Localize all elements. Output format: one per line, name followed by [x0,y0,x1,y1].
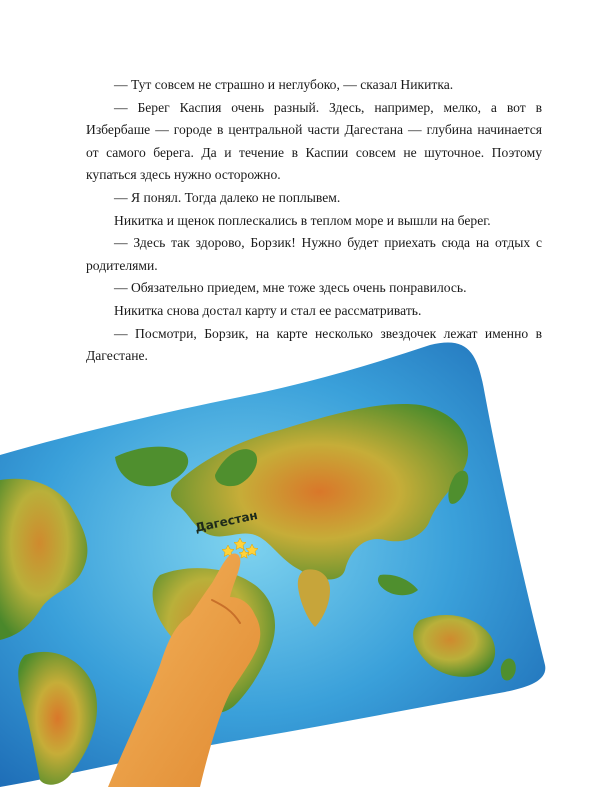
world-map-illustration [0,335,600,787]
paragraph: — Я понял. Тогда далеко не поплывем. [114,189,341,205]
paragraph: — Обязательно приедем, мне тоже здесь очень понравилось. [114,280,467,296]
story-text [86,74,542,368]
map-label-dagestan: Дагестан [193,508,259,535]
paragraph: — Тут совсем не страшно и неглубоко, — сказал Никитка. [114,77,454,92]
paragraph: — Здесь так здорово, Борзик! Нужно будет приехать сюда на отдых с родителями. [86,235,542,273]
paragraph: — Берег Каспия очень разный. Здесь, например, мелко, а вот в Избербаше — городе в центральной части Дагестана — глубина начинается от самого берега. Да и течение в Каспии совсем не шуточное. Поэтому купаться здесь нужно осторожно. [86,99,542,183]
paragraph: — Посмотри, Борзик, на карте несколько звездочек лежат именно в Дагестане. [86,325,542,364]
paragraph: Никитка снова достал карту и стал ее рассматривать. [114,302,422,318]
paragraph: Никитка и щенок поплескались в теплом море и вышли на берег. [114,212,491,228]
